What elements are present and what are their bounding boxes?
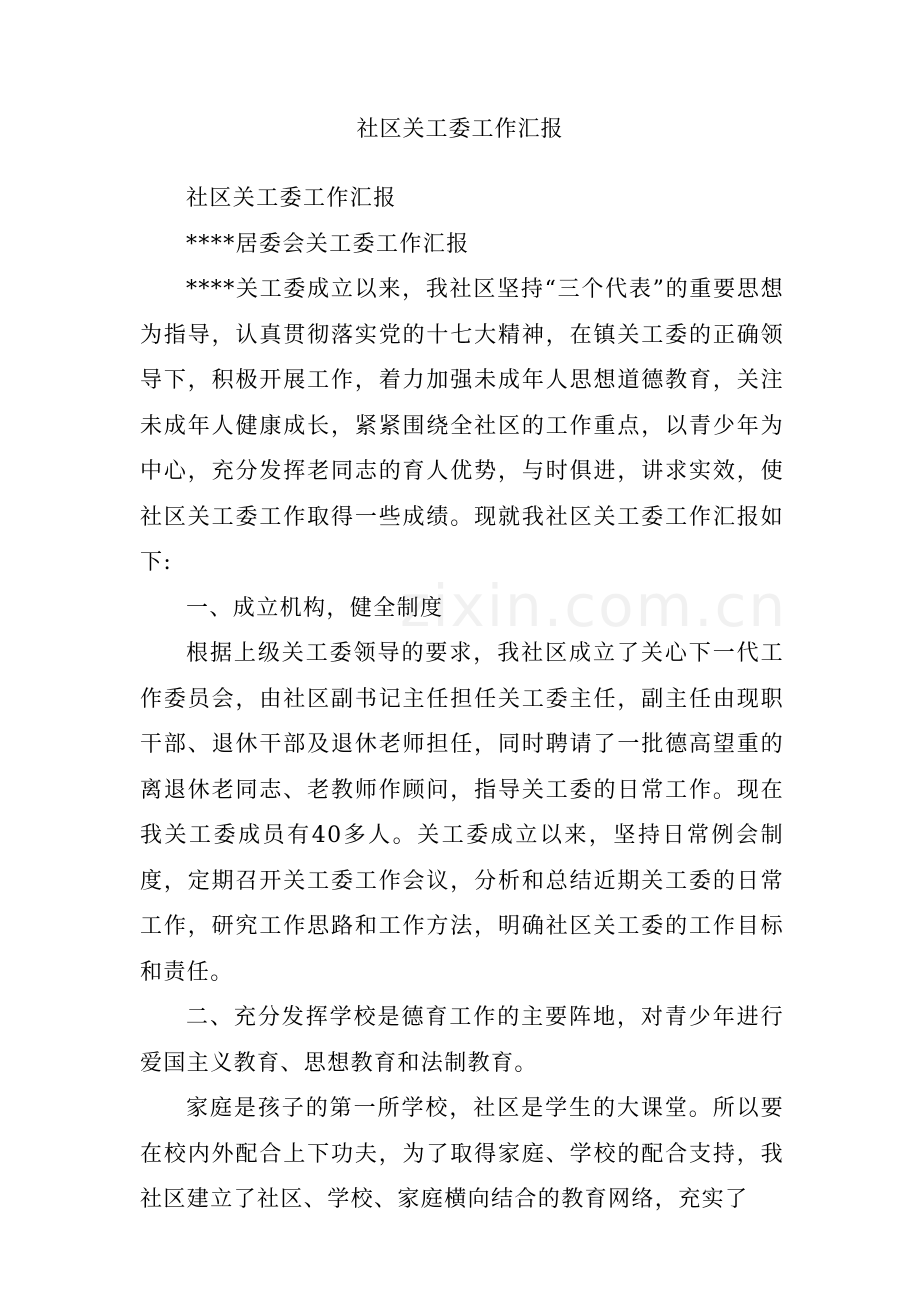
document-body xyxy=(140,176,784,1223)
paragraph-heading-repeat: 社区关工委工作汇报 xyxy=(186,186,397,211)
document-title: 社区关工委工作汇报 xyxy=(356,117,564,142)
paragraph-section-2: 家庭是孩子的第一所学校，社区是学生的大课堂。所以要在校内外配合上下功夫，为了取得家庭、学校的配合支持，我社区建立了社区、学校、家庭横向结合的教育网络，充实了 xyxy=(140,1096,784,1212)
paragraph-intro: ****关工委成立以来，我社区坚持“三个代表”的重要思想为指导，认真贯彻落实党的十七大精神，在镇关工委的正确领导下，积极开展工作，着力加强未成年人思想道德教育，关注未成年人健康成长，紧紧围绕全社区的工作重点，以青少年为中心，充分发挥老同志的育人优势，与时俱进，讲求实效，使社区关工委工作取得一些成绩。现就我社区关工委工作汇报如下: xyxy=(140,277,784,575)
section-heading-1: 一、成立机构，健全制度 xyxy=(186,595,444,621)
paragraph-subtitle: ****居委会关工委工作汇报 xyxy=(186,231,470,257)
paragraph-section-1: 根据上级关工委领导的要求，我社区成立了关心下一代工作委员会，由社区副书记主任担任关工委主任，副主任由现职干部、退休干部及退休老师担任，同时聘请了一批德高望重的离退休老同志、老教师作顾问，指导关工委的日常工作。现在我关工委成员有40多人。关工委成立以来，坚持日常例会制度，定期召开关工委工作会议，分析和总结近期关工委的日常工作，研究工作思路和工作方法，明确社区关工委的工作目标和责任。 xyxy=(140,641,784,985)
watermark: zixin.com.cn xyxy=(400,572,788,640)
section-heading-2: 二、充分发挥学校是德育工作的主要阵地，对青少年进行爱国主义教育、思想教育和法制教育。 xyxy=(140,1005,784,1076)
